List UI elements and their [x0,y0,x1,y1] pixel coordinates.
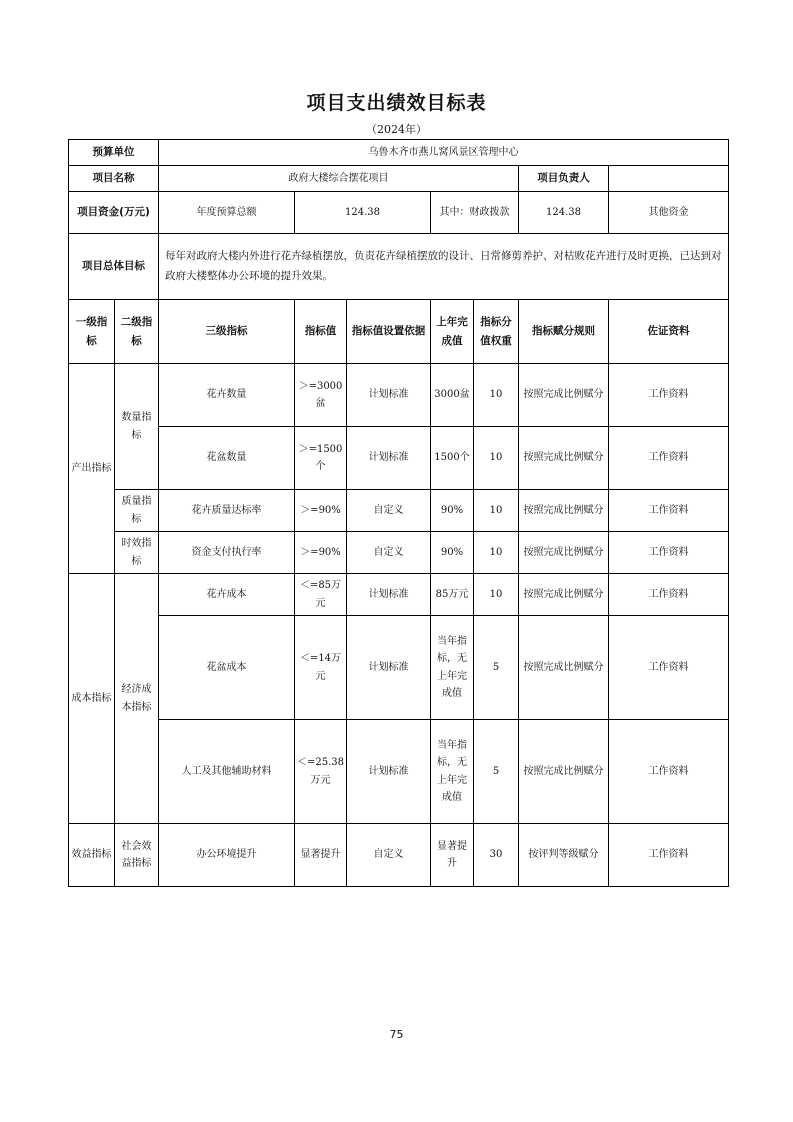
cell-value: ＞=90% [295,532,347,574]
project-owner-value [609,166,729,192]
project-name-value: 政府大楼综合摆花项目 [159,166,519,192]
group-quality: 质量指标 [115,490,159,532]
annual-budget-label: 年度预算总额 [159,192,295,234]
header-value: 指标值 [295,300,347,364]
goal-value: 每年对政府大楼内外进行花卉绿植摆放，负责花卉绿植摆放的设计、日常修剪养护、对枯败花卉进行及时更换，已达到对政府大楼整体办公环境的提升效果。 [159,234,729,300]
cell-l3: 花卉质量达标率 [159,490,295,532]
row-project-fund [69,192,729,234]
cell-rule: 按照完成比例赋分 [519,574,609,616]
cell-value: ＞=90% [295,490,347,532]
cell-evidence: 工作资料 [609,720,729,824]
group-cost: 成本指标 [69,574,115,824]
cell-basis: 自定义 [347,532,431,574]
cell-rule: 按照完成比例赋分 [519,720,609,824]
table-row [69,532,729,574]
cell-rule: 按照完成比例赋分 [519,427,609,490]
table-row [69,427,729,490]
cell-evidence: 工作资料 [609,490,729,532]
cell-l3: 花盆成本 [159,616,295,720]
cell-value: ＜=25.38万元 [295,720,347,824]
header-evidence: 佐证资料 [609,300,729,364]
unit-label: 预算单位 [69,140,159,166]
cell-weight: 5 [474,616,519,720]
cell-l3: 资金支付执行率 [159,532,295,574]
cell-evidence: 工作资料 [609,616,729,720]
group-social: 社会效益指标 [115,824,159,887]
cell-basis: 计划标准 [347,616,431,720]
cell-basis: 计划标准 [347,720,431,824]
table-row [69,364,729,427]
group-output: 产出指标 [69,364,115,574]
cell-value: ＜=85万元 [295,574,347,616]
group-quantity: 数量指标 [115,364,159,490]
header-level2: 二级指标 [115,300,159,364]
header-scoring-rule: 指标赋分规则 [519,300,609,364]
cell-evidence: 工作资料 [609,574,729,616]
cell-basis: 计划标准 [347,574,431,616]
cell-rule: 按照完成比例赋分 [519,616,609,720]
group-timeliness: 时效指标 [115,532,159,574]
annual-budget-value: 124.38 [295,192,431,234]
table-row [69,574,729,616]
cell-basis: 自定义 [347,490,431,532]
cell-l3: 花卉成本 [159,574,295,616]
cell-last: 85万元 [431,574,474,616]
table-row [69,616,729,720]
cell-weight: 10 [474,490,519,532]
fiscal-allocation-label: 其中：财政拨款 [431,192,519,234]
cell-l3: 花盆数量 [159,427,295,490]
cell-weight: 10 [474,364,519,427]
cell-rule: 按照完成比例赋分 [519,532,609,574]
header-level3: 三级指标 [159,300,295,364]
table-row [69,824,729,887]
cell-basis: 计划标准 [347,427,431,490]
cell-last: 1500个 [431,427,474,490]
fund-label: 项目资金(万元) [69,192,159,234]
fiscal-allocation-value: 124.38 [519,192,609,234]
group-benefit: 效益指标 [69,824,115,887]
group-economic: 经济成本指标 [115,574,159,824]
cell-value: ＞=1500个 [295,427,347,490]
page-number: 75 [389,1028,404,1041]
header-last-year: 上年完成值 [431,300,474,364]
cell-rule: 按评判等级赋分 [519,824,609,887]
table-row [69,720,729,824]
cell-evidence: 工作资料 [609,824,729,887]
year-label: （2024年） [366,123,427,136]
other-funds-label: 其他资金 [609,192,729,234]
cell-l3: 办公环境提升 [159,824,295,887]
cell-basis: 自定义 [347,824,431,887]
cell-last: 当年指标，无上年完成值 [431,616,474,720]
cell-last: 当年指标，无上年完成值 [431,720,474,824]
row-overall-goal [69,234,729,300]
header-weight: 指标分值权重 [474,300,519,364]
header-level1: 一级指标 [69,300,115,364]
cell-last: 90% [431,490,474,532]
cell-value: 显著提升 [295,824,347,887]
cell-basis: 计划标准 [347,364,431,427]
row-project-name [69,166,729,192]
project-name-label: 项目名称 [69,166,159,192]
cell-value: ＞=3000盆 [295,364,347,427]
cell-l3: 人工及其他辅助材料 [159,720,295,824]
cell-weight: 10 [474,532,519,574]
cell-evidence: 工作资料 [609,427,729,490]
table-row [69,490,729,532]
row-budget-unit [69,140,729,166]
cell-rule: 按照完成比例赋分 [519,490,609,532]
cell-weight: 10 [474,427,519,490]
cell-weight: 10 [474,574,519,616]
page-title: 项目支出绩效目标表 [306,92,487,114]
project-owner-label: 项目负责人 [519,166,609,192]
row-header [69,300,729,364]
unit-value: 乌鲁木齐市燕儿窝风景区管理中心 [159,140,729,166]
cell-last: 显著提升 [431,824,474,887]
cell-l3: 花卉数量 [159,364,295,427]
goal-label: 项目总体目标 [69,234,159,300]
performance-table [68,139,729,887]
cell-value: ＜=14万元 [295,616,347,720]
cell-weight: 5 [474,720,519,824]
cell-evidence: 工作资料 [609,364,729,427]
cell-weight: 30 [474,824,519,887]
cell-evidence: 工作资料 [609,532,729,574]
cell-rule: 按照完成比例赋分 [519,364,609,427]
cell-last: 90% [431,532,474,574]
header-basis: 指标值设置依据 [347,300,431,364]
cell-last: 3000盆 [431,364,474,427]
